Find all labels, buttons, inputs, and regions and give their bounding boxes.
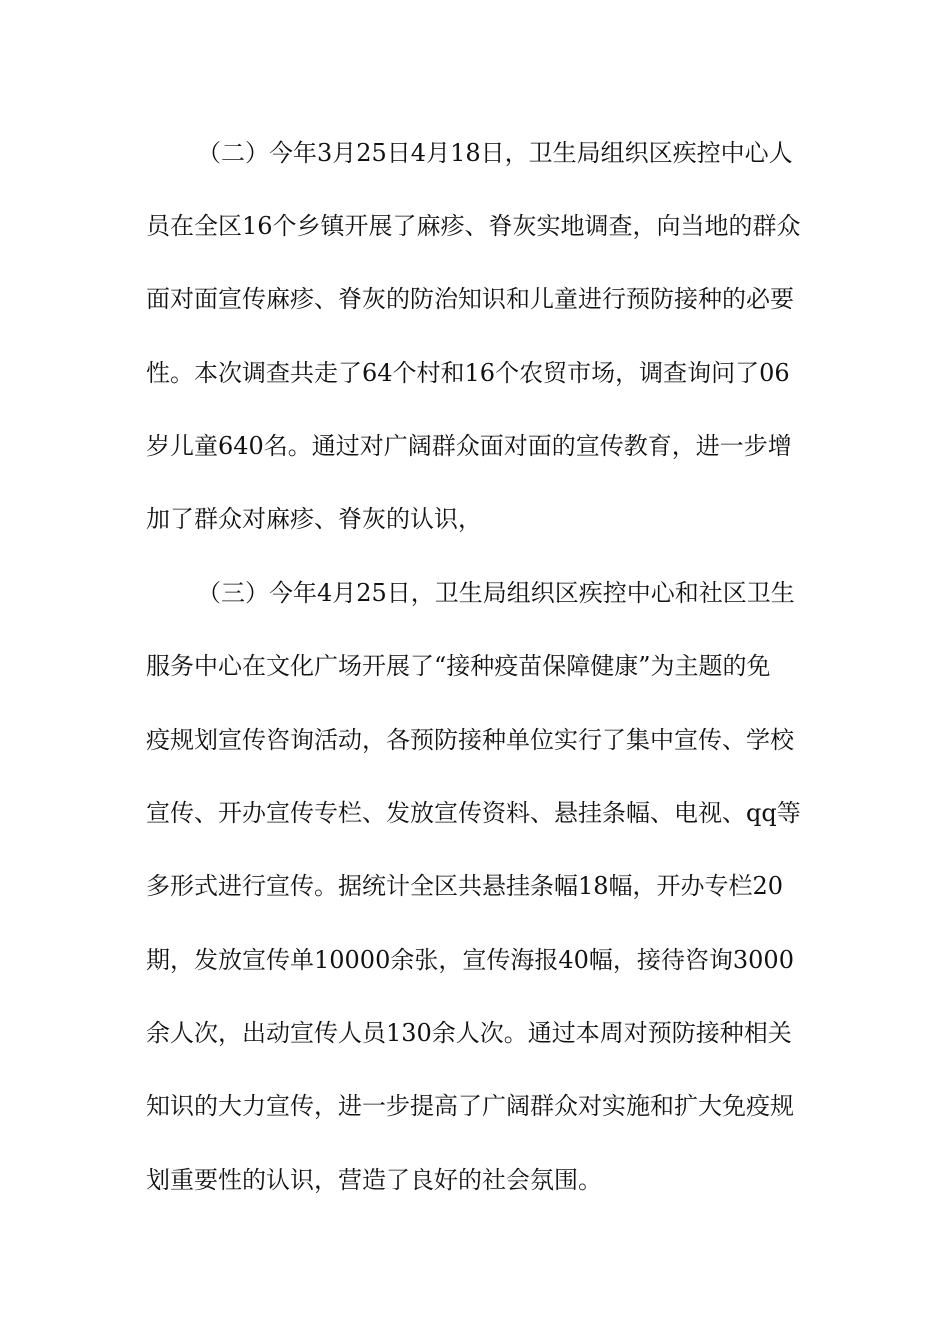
paragraph-3-line-5: 多形式进行宣传。据统计全区共悬挂条幅18幅，开办专栏20	[146, 872, 784, 900]
paragraph-3-line-3: 疫规划宣传咨询活动，各预防接种单位实行了集中宣传、学校	[146, 726, 794, 754]
paragraph-3-line-8: 知识的大力宣传，进一步提高了广阔群众对实施和扩大免疫规	[146, 1092, 794, 1120]
paragraph-2-line-4: 性。本次调查共走了64个村和16个农贸市场，调查询问了06	[146, 359, 790, 387]
paragraph-3-line-6: 期，发放宣传单10000余张，宣传海报40幅，接待咨询3000	[146, 946, 794, 974]
paragraph-2-line-5: 岁儿童640名。通过对广阔群众面对面的宣传教育，进一步增	[146, 432, 792, 460]
paragraph-2-line-3: 面对面宣传麻疹、脊灰的防治知识和儿童进行预防接种的必要	[146, 285, 794, 313]
paragraph-3-line-2: 服务中心在文化广场开展了“接种疫苗保障健康”为主题的免	[146, 652, 771, 680]
paragraph-3-line-4: 宣传、开办宣传专栏、发放宣传资料、悬挂条幅、电视、qq等	[146, 799, 801, 827]
paragraph-2-line-1: （二）今年3月25日4月18日，卫生局组织区疾控中心人	[197, 139, 793, 167]
paragraph-3-line-9: 划重要性的认识，营造了良好的社会氛围。	[146, 1166, 602, 1194]
paragraph-2-line-2: 员在全区16个乡镇开展了麻疹、脊灰实地调查，向当地的群众	[146, 212, 801, 240]
paragraph-2-line-6: 加了群众对麻疹、脊灰的认识，	[146, 505, 482, 533]
paragraph-3-line-7: 余人次，出动宣传人员130余人次。通过本周对预防接种相关	[146, 1019, 792, 1047]
paragraph-3-line-1: （三）今年4月25日，卫生局组织区疾控中心和社区卫生	[197, 579, 795, 607]
